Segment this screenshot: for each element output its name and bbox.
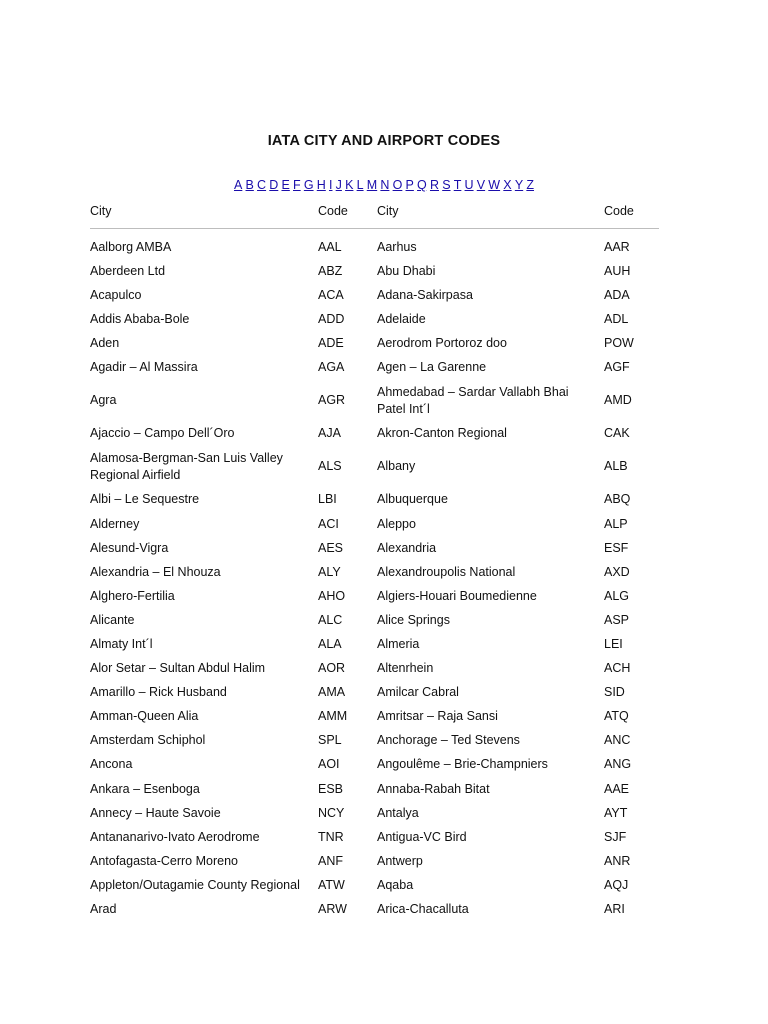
letter-link-a[interactable]: A — [233, 178, 243, 192]
code-cell: SPL — [318, 733, 342, 748]
code-cell: ESF — [604, 540, 629, 555]
code-cell: ATW — [318, 877, 345, 892]
city-cell: Alexandria – El Nhouza — [90, 564, 221, 579]
code-cell: ADD — [318, 312, 345, 327]
table-row — [90, 705, 659, 729]
table-row — [90, 259, 659, 283]
city-cell: Almeria — [377, 637, 420, 652]
city-cell: Akron-Canton Regional — [377, 426, 507, 441]
code-cell: AOI — [318, 757, 340, 772]
city-cell: Alor Setar – Sultan Abdul Halim — [90, 661, 266, 676]
table-row — [90, 801, 659, 825]
city-cell: Agra — [90, 393, 117, 408]
city-column-header-2: City — [377, 204, 399, 218]
table-row — [90, 753, 659, 777]
code-cell: ADL — [604, 312, 629, 327]
code-cell: AGR — [318, 393, 346, 408]
letter-link-j[interactable]: J — [335, 178, 342, 192]
table-body — [90, 235, 659, 921]
city-cell: Alderney — [90, 516, 140, 531]
letter-link-y[interactable]: Y — [514, 178, 524, 192]
code-cell: ACH — [604, 661, 631, 676]
city-cell: Algiers-Houari Boumedienne — [377, 588, 537, 603]
city-cell: Almaty Int´l — [90, 637, 153, 652]
table-row — [90, 235, 659, 259]
code-cell: ACI — [318, 516, 339, 531]
letter-link-h[interactable]: H — [316, 178, 326, 192]
code-cell: ATQ — [604, 709, 629, 724]
city-cell: Aden — [90, 336, 120, 351]
code-cell: ALP — [604, 516, 628, 531]
table-row — [90, 307, 659, 331]
letter-link-x[interactable]: X — [503, 178, 512, 192]
letter-link-o[interactable]: O — [392, 178, 403, 192]
city-cell: Antalya — [377, 805, 419, 820]
table-row — [90, 512, 659, 536]
letter-link-f[interactable]: F — [293, 178, 301, 192]
code-cell: CAK — [604, 426, 630, 441]
code-cell: ARW — [318, 902, 347, 917]
city-cell: Aleppo — [377, 516, 416, 531]
code-cell: AHO — [318, 588, 346, 603]
code-cell: ACA — [318, 287, 344, 302]
city-cell: Antananarivo-Ivato Aerodrome — [90, 829, 260, 844]
city-cell: Ankara – Esenboga — [90, 781, 200, 796]
city-cell: Alice Springs — [377, 612, 450, 627]
table-row — [90, 825, 659, 849]
city-cell: Alesund-Vigra — [90, 540, 169, 555]
city-cell: Angoulême – Brie-Champniers — [377, 757, 548, 772]
page-title: IATA CITY AND AIRPORT CODES — [267, 133, 501, 149]
code-cell: ANR — [604, 853, 631, 868]
code-cell: AYT — [604, 805, 628, 820]
code-cell: AXD — [604, 564, 630, 579]
code-cell: AMM — [318, 709, 348, 724]
city-cell: Amritsar – Raja Sansi — [377, 709, 498, 724]
code-cell: ALS — [318, 459, 342, 474]
city-cell: Ahmedabad – Sardar Vallabh Bhai Patel Int´l — [377, 385, 569, 416]
code-cell: ALY — [318, 564, 341, 579]
city-cell: Annecy – Haute Savoie — [90, 805, 221, 820]
city-cell: Agen – La Garenne — [377, 360, 487, 375]
code-cell: AES — [318, 540, 344, 555]
city-cell: Addis Ababa-Bole — [90, 312, 190, 327]
city-cell: Alexandria — [377, 540, 437, 555]
table-row — [90, 632, 659, 656]
letter-link-v[interactable]: V — [476, 178, 486, 192]
table-row — [90, 777, 659, 801]
table-row — [90, 355, 659, 379]
letter-link-w[interactable]: W — [488, 178, 501, 192]
code-cell: TNR — [318, 829, 344, 844]
city-cell: Antofagasta-Cerro Moreno — [90, 853, 238, 868]
table-row — [90, 560, 659, 584]
code-cell: ANG — [604, 757, 632, 772]
airport-codes-table — [90, 194, 659, 921]
code-cell: LBI — [318, 492, 337, 507]
code-column-header-2: Code — [604, 204, 634, 218]
letter-link-l[interactable]: L — [356, 178, 364, 192]
code-cell: POW — [604, 336, 634, 351]
letter-link-g[interactable]: G — [303, 178, 314, 192]
code-cell: ALA — [318, 637, 342, 652]
code-cell: AAR — [604, 239, 630, 254]
letter-link-d[interactable]: D — [269, 178, 279, 192]
table-row — [90, 446, 659, 488]
city-cell: Aarhus — [377, 239, 417, 254]
code-cell: NCY — [318, 805, 345, 820]
code-cell: ANF — [318, 853, 343, 868]
table-row — [90, 331, 659, 355]
letter-link-z[interactable]: Z — [526, 178, 534, 192]
city-cell: Appleton/Outagamie County Regional — [90, 877, 300, 892]
letter-link-c[interactable]: C — [257, 178, 267, 192]
letter-link-m[interactable]: M — [366, 178, 378, 192]
code-cell: ARI — [604, 902, 625, 917]
city-cell: Aberdeen Ltd — [90, 263, 166, 278]
letter-link-k[interactable]: K — [345, 178, 354, 192]
code-cell: AGA — [318, 360, 345, 375]
city-cell: Aqaba — [377, 877, 414, 892]
city-cell: Ancona — [90, 757, 133, 772]
code-cell: AMA — [318, 685, 346, 700]
city-cell: Adana-Sakirpasa — [377, 287, 473, 302]
code-column-header: Code — [318, 204, 348, 218]
code-cell: SJF — [604, 829, 627, 844]
letter-link-s[interactable]: S — [442, 178, 451, 192]
table-row — [90, 897, 659, 921]
city-cell: Aalborg AMBA — [90, 239, 172, 254]
city-cell: Anchorage – Ted Stevens — [377, 733, 520, 748]
table-row — [90, 283, 659, 307]
code-cell: ALC — [318, 612, 343, 627]
city-cell: Albuquerque — [377, 492, 448, 507]
code-cell: AGF — [604, 360, 630, 375]
city-cell: Amarillo – Rick Husband — [90, 685, 227, 700]
city-cell: Arica-Chacalluta — [377, 902, 469, 917]
code-cell: ALG — [604, 588, 630, 603]
table-row — [90, 849, 659, 873]
city-cell: Amilcar Cabral — [377, 685, 459, 700]
city-cell: Alicante — [90, 612, 135, 627]
table-row — [90, 536, 659, 560]
city-cell: Alexandroupolis National — [377, 564, 516, 579]
table-row — [90, 380, 659, 422]
city-cell: Adelaide — [377, 312, 426, 327]
letter-link-b[interactable]: B — [245, 178, 254, 192]
city-cell: Acapulco — [90, 287, 142, 302]
code-cell: SID — [604, 685, 625, 700]
city-cell: Alghero-Fertilia — [90, 588, 175, 603]
city-cell: Amman-Queen Alia — [90, 709, 199, 724]
city-cell: Altenrhein — [377, 661, 434, 676]
code-cell: LEI — [604, 637, 623, 652]
city-cell: Albi – Le Sequestre — [90, 492, 200, 507]
city-cell: Antigua-VC Bird — [377, 829, 467, 844]
code-cell: ALB — [604, 459, 628, 474]
letter-link-n[interactable]: N — [380, 178, 390, 192]
city-cell: Albany — [377, 459, 416, 474]
code-cell: AQJ — [604, 877, 629, 892]
code-cell: AUH — [604, 263, 631, 278]
table-row — [90, 680, 659, 704]
city-cell: Agadir – Al Massira — [90, 360, 198, 375]
city-column-header: City — [90, 204, 112, 218]
letter-link-p[interactable]: P — [405, 178, 414, 192]
code-cell: AJA — [318, 426, 341, 441]
table-row — [90, 584, 659, 608]
code-cell: AAE — [604, 781, 630, 796]
code-cell: ESB — [318, 781, 344, 796]
table-row — [90, 656, 659, 680]
table-row — [90, 422, 659, 446]
code-cell: ABQ — [604, 492, 631, 507]
city-cell: Alamosa-Bergman-San Luis Valley Regional Airfield — [90, 451, 283, 482]
alphabet-index-nav — [0, 178, 768, 192]
code-cell: AAL — [318, 239, 342, 254]
code-cell: AMD — [604, 393, 632, 408]
city-cell: Antwerp — [377, 853, 423, 868]
letter-link-u[interactable]: U — [464, 178, 474, 192]
letter-link-e[interactable]: E — [281, 178, 290, 192]
city-cell: Arad — [90, 902, 117, 917]
table-row — [90, 729, 659, 753]
table-header-row — [90, 194, 659, 229]
city-cell: Amsterdam Schiphol — [90, 733, 206, 748]
city-cell: Aerodrom Portoroz doo — [377, 336, 507, 351]
table-row — [90, 608, 659, 632]
table-row — [90, 488, 659, 512]
code-cell: ABZ — [318, 263, 343, 278]
code-cell: ASP — [604, 612, 630, 627]
code-cell: ADE — [318, 336, 344, 351]
letter-link-t[interactable]: T — [453, 178, 462, 192]
letter-link-q[interactable]: Q — [417, 178, 427, 192]
code-cell: AOR — [318, 661, 346, 676]
city-cell: Abu Dhabi — [377, 263, 436, 278]
table-row — [90, 873, 659, 897]
code-cell: ADA — [604, 287, 630, 302]
code-cell: ANC — [604, 733, 631, 748]
city-cell: Ajaccio – Campo Dell´Oro — [90, 426, 235, 441]
letter-link-i[interactable]: I — [328, 178, 333, 192]
letter-link-r[interactable]: R — [429, 178, 439, 192]
city-cell: Annaba-Rabah Bitat — [377, 781, 490, 796]
